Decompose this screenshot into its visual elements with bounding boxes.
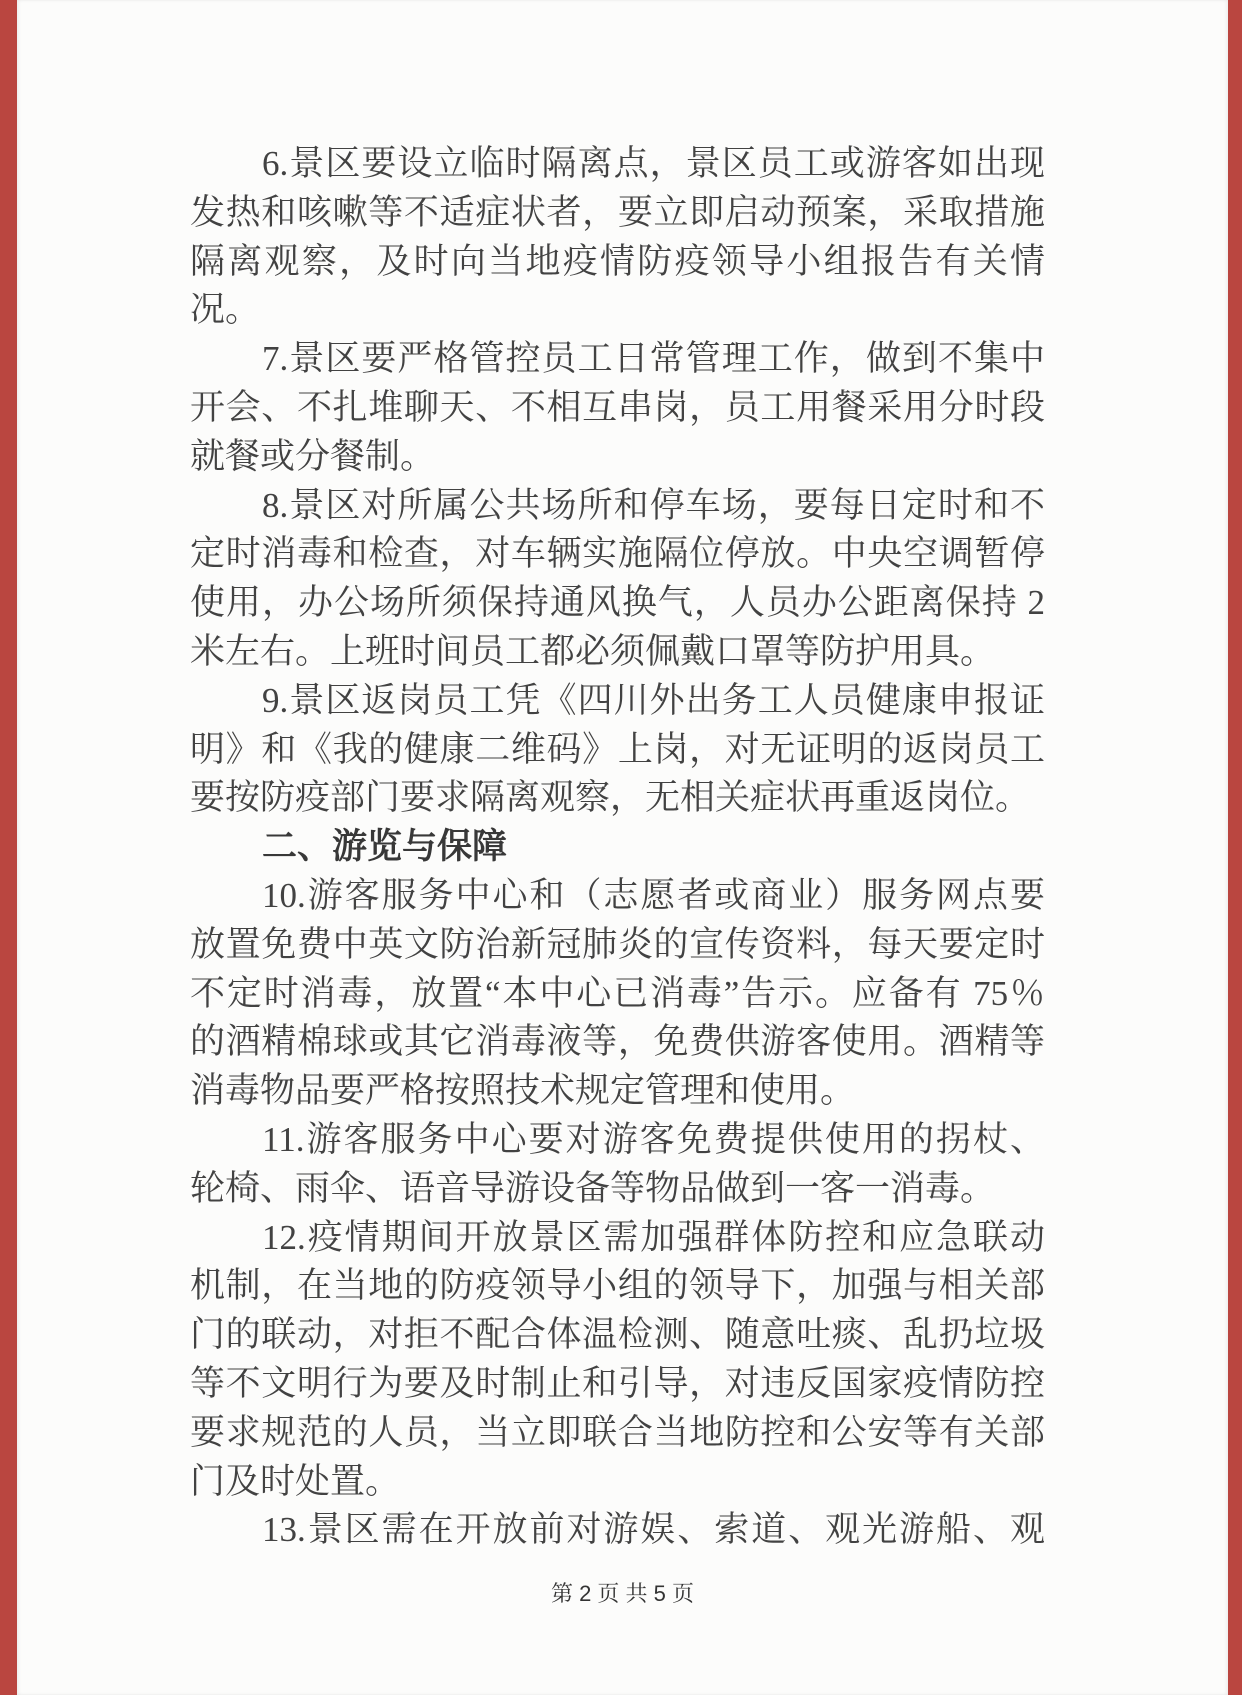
text-line: 6.景区要设立临时隔离点，景区员工或游客如出现 [262, 144, 1045, 183]
text-line: 不定时消毒，放置“本中心已消毒”告示。应备有 75％ [190, 973, 1045, 1013]
text-line: 9.景区返岗员工凭《四川外出务工人员健康申报证 [262, 680, 1045, 720]
left-edge-strip [0, 0, 17, 1695]
page-footer: 第 2 页 共 5 页 [550, 1581, 695, 1606]
text-line: 7.景区要严格管控员工日常管理工作，做到不集中 [262, 339, 1045, 379]
section-heading: 二、游览与保障 [262, 827, 508, 867]
text-line: 发热和咳嗽等不适症状者，要立即启动预案，采取措施 [190, 192, 1045, 232]
text-line: 使用，办公场所须保持通风换气，人员办公距离保持 2 [190, 583, 1045, 623]
text-line: 况。 [190, 290, 261, 330]
text-line: 放置免费中英文防治新冠肺炎的宣传资料，每天要定时 [190, 924, 1045, 964]
text-line: 就餐或分餐制。 [190, 436, 436, 476]
text-line: 11.游客服务中心要对游客免费提供使用的拐杖、 [262, 1119, 1045, 1159]
text-line: 13.景区需在开放前对游娱、索道、观光游船、观 [262, 1510, 1045, 1550]
text-line: 米左右。上班时间员工都必须佩戴口罩等防护用具。 [190, 631, 996, 671]
text-line: 轮椅、雨伞、语音导游设备等物品做到一客一消毒。 [190, 1168, 996, 1208]
text-line: 消毒物品要严格按照技术规定管理和使用。 [190, 1071, 856, 1111]
text-block [190, 140, 1045, 1555]
text-line: 隔离观察，及时向当地疫情防疫领导小组报告有关情 [190, 241, 1045, 281]
text-line: 要求规范的人员，当立即联合当地防控和公安等有关部 [190, 1412, 1045, 1452]
document-page[interactable] [17, 0, 1228, 1695]
text-line: 10.游客服务中心和（志愿者或商业）服务网点要 [262, 875, 1045, 915]
text-line: 定时消毒和检查，对车辆实施隔位停放。中央空调暂停 [190, 534, 1045, 574]
text-line: 机制，在当地的防疫领导小组的领导下，加强与相关部 [190, 1266, 1045, 1306]
text-line: 要按防疫部门要求隔离观察，无相关症状再重返岗位。 [190, 778, 1031, 818]
text-line: 的酒精棉球或其它消毒液等，免费供游客使用。酒精等 [190, 1022, 1045, 1062]
text-line: 12.疫情期间开放景区需加强群体防控和应急联动 [262, 1217, 1045, 1257]
text-line: 开会、不扎堆聊天、不相互串岗，员工用餐采用分时段 [190, 387, 1045, 427]
text-line: 门及时处置。 [190, 1461, 401, 1501]
text-line: 8.景区对所属公共场所和停车场，要每日定时和不 [262, 485, 1045, 525]
text-line: 明》和《我的健康二维码》上岗，对无证明的返岗员工 [190, 729, 1045, 769]
right-edge-strip [1228, 0, 1242, 1695]
text-line: 等不文明行为要及时制止和引导，对违反国家疫情防控 [190, 1363, 1045, 1403]
text-line: 门的联动，对拒不配合体温检测、随意吐痰、乱扔垃圾 [190, 1315, 1045, 1355]
